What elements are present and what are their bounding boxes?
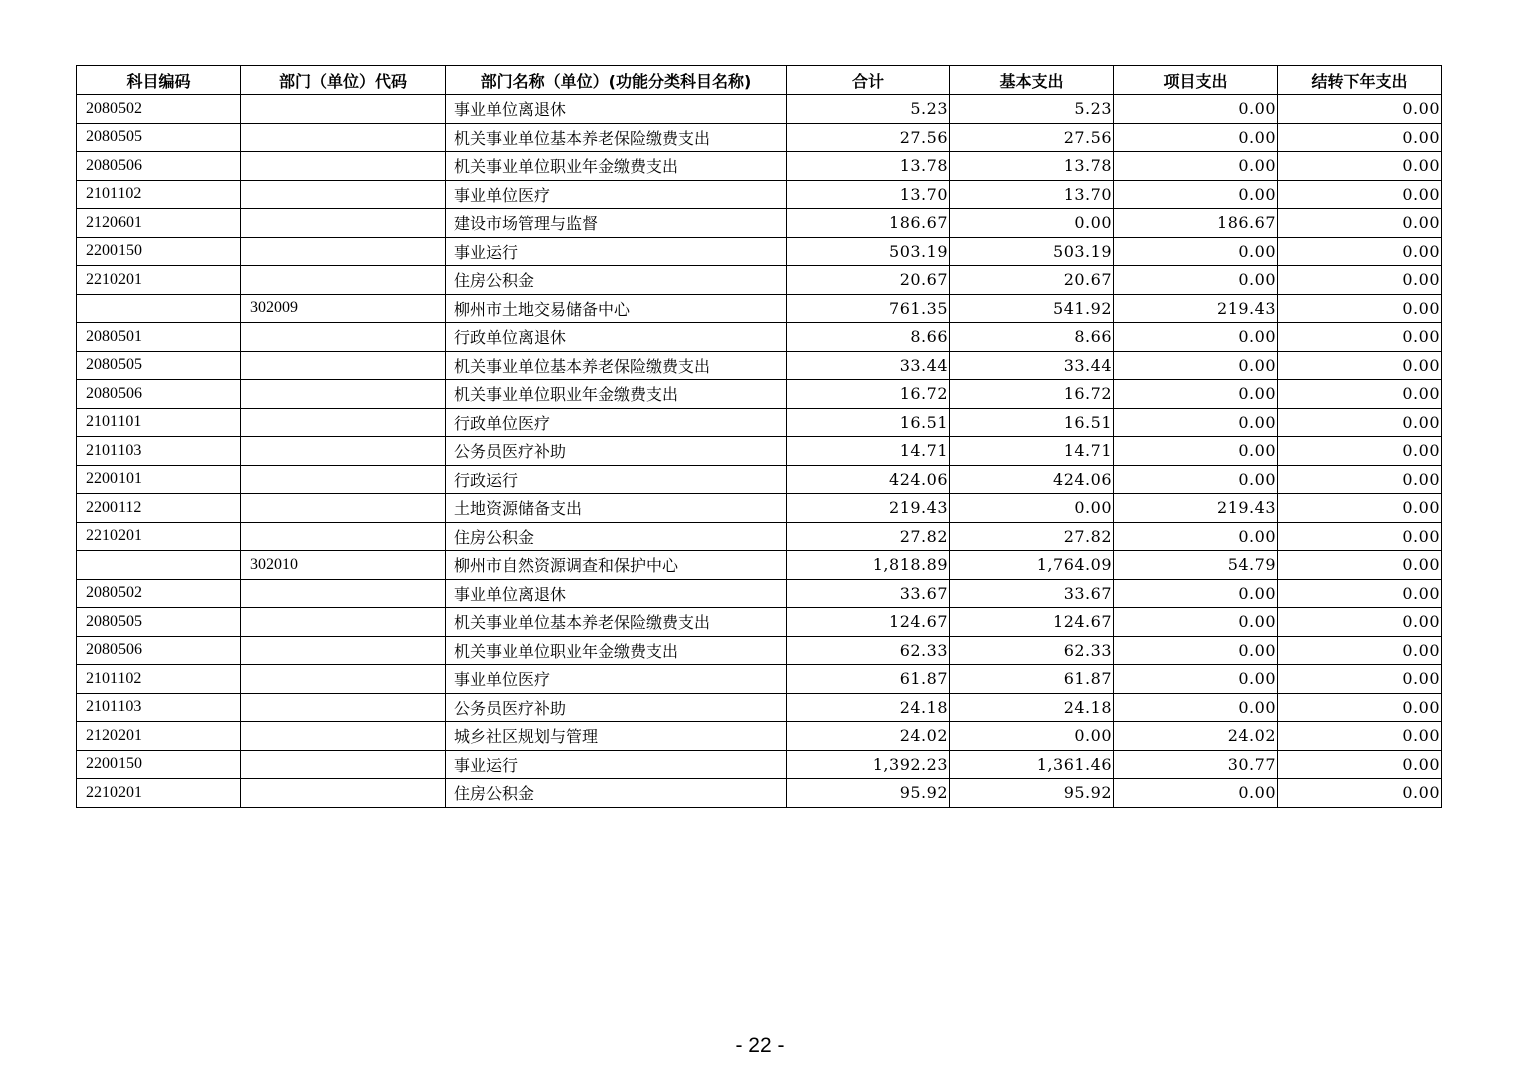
table-row — [77, 608, 1442, 637]
cell-total: 62.33 — [787, 636, 950, 665]
cell-dept-code — [241, 180, 446, 209]
cell-dept-name: 柳州市土地交易储备中心 — [446, 294, 787, 323]
cell-subject-code: 2080506 — [77, 152, 241, 181]
cell-subject-code: 2080505 — [77, 351, 241, 380]
cell-project-expenditure: 54.79 — [1114, 551, 1278, 580]
cell-dept-name: 行政单位离退休 — [446, 323, 787, 352]
cell-dept-code — [241, 152, 446, 181]
cell-total: 5.23 — [787, 95, 950, 124]
cell-project-expenditure: 0.00 — [1114, 693, 1278, 722]
table-row — [77, 380, 1442, 409]
header-basic-expenditure: 基本支出 — [950, 66, 1114, 95]
cell-basic-expenditure: 95.92 — [950, 779, 1114, 808]
cell-project-expenditure: 0.00 — [1114, 237, 1278, 266]
cell-dept-code — [241, 437, 446, 466]
cell-dept-code — [241, 608, 446, 637]
cell-carryover-expenditure: 0.00 — [1278, 693, 1442, 722]
cell-project-expenditure: 0.00 — [1114, 636, 1278, 665]
cell-dept-name: 公务员医疗补助 — [446, 437, 787, 466]
cell-carryover-expenditure: 0.00 — [1278, 209, 1442, 238]
cell-carryover-expenditure: 0.00 — [1278, 323, 1442, 352]
cell-basic-expenditure: 33.67 — [950, 579, 1114, 608]
cell-total: 14.71 — [787, 437, 950, 466]
cell-carryover-expenditure: 0.00 — [1278, 437, 1442, 466]
table-row — [77, 636, 1442, 665]
table-row — [77, 750, 1442, 779]
cell-carryover-expenditure: 0.00 — [1278, 351, 1442, 380]
cell-basic-expenditure: 16.51 — [950, 408, 1114, 437]
cell-dept-code — [241, 522, 446, 551]
cell-dept-code — [241, 494, 446, 523]
cell-carryover-expenditure: 0.00 — [1278, 95, 1442, 124]
cell-project-expenditure: 0.00 — [1114, 266, 1278, 295]
table-header — [77, 66, 1442, 95]
header-dept-code: 部门（单位）代码 — [241, 66, 446, 95]
cell-dept-code — [241, 750, 446, 779]
cell-basic-expenditure: 14.71 — [950, 437, 1114, 466]
header-row — [77, 66, 1442, 95]
cell-subject-code: 2101101 — [77, 408, 241, 437]
page-number: - 22 - — [735, 1034, 785, 1057]
cell-subject-code: 2200112 — [77, 494, 241, 523]
cell-subject-code: 2200150 — [77, 750, 241, 779]
cell-dept-name: 机关事业单位基本养老保险缴费支出 — [446, 351, 787, 380]
cell-project-expenditure: 0.00 — [1114, 152, 1278, 181]
cell-subject-code: 2080502 — [77, 579, 241, 608]
cell-total: 761.35 — [787, 294, 950, 323]
cell-subject-code: 2101102 — [77, 665, 241, 694]
table-row — [77, 351, 1442, 380]
cell-carryover-expenditure: 0.00 — [1278, 408, 1442, 437]
cell-carryover-expenditure: 0.00 — [1278, 636, 1442, 665]
cell-dept-code — [241, 693, 446, 722]
cell-carryover-expenditure: 0.00 — [1278, 380, 1442, 409]
cell-project-expenditure: 24.02 — [1114, 722, 1278, 751]
cell-total: 61.87 — [787, 665, 950, 694]
cell-total: 20.67 — [787, 266, 950, 295]
cell-dept-name: 住房公积金 — [446, 266, 787, 295]
header-dept-name: 部门名称（单位）(功能分类科目名称) — [446, 66, 787, 95]
cell-total: 424.06 — [787, 465, 950, 494]
cell-dept-name: 建设市场管理与监督 — [446, 209, 787, 238]
cell-project-expenditure: 30.77 — [1114, 750, 1278, 779]
cell-project-expenditure: 0.00 — [1114, 323, 1278, 352]
cell-dept-code: 302010 — [241, 551, 446, 580]
cell-total: 186.67 — [787, 209, 950, 238]
cell-dept-code — [241, 722, 446, 751]
cell-subject-code: 2120201 — [77, 722, 241, 751]
cell-dept-code — [241, 408, 446, 437]
cell-dept-code — [241, 123, 446, 152]
cell-subject-code: 2210201 — [77, 266, 241, 295]
cell-carryover-expenditure: 0.00 — [1278, 779, 1442, 808]
cell-basic-expenditure: 27.82 — [950, 522, 1114, 551]
table-row — [77, 266, 1442, 295]
table-row — [77, 95, 1442, 124]
cell-carryover-expenditure: 0.00 — [1278, 294, 1442, 323]
cell-project-expenditure: 0.00 — [1114, 95, 1278, 124]
cell-subject-code — [77, 294, 241, 323]
cell-subject-code: 2080505 — [77, 608, 241, 637]
cell-total: 33.67 — [787, 579, 950, 608]
cell-basic-expenditure: 33.44 — [950, 351, 1114, 380]
cell-dept-name: 事业运行 — [446, 237, 787, 266]
cell-subject-code: 2080506 — [77, 636, 241, 665]
cell-carryover-expenditure: 0.00 — [1278, 180, 1442, 209]
cell-basic-expenditure: 24.18 — [950, 693, 1114, 722]
cell-project-expenditure: 0.00 — [1114, 180, 1278, 209]
cell-basic-expenditure: 13.70 — [950, 180, 1114, 209]
cell-total: 24.02 — [787, 722, 950, 751]
cell-project-expenditure: 186.67 — [1114, 209, 1278, 238]
table-row — [77, 294, 1442, 323]
cell-subject-code: 2120601 — [77, 209, 241, 238]
table-row — [77, 152, 1442, 181]
cell-total: 24.18 — [787, 693, 950, 722]
table-row — [77, 693, 1442, 722]
cell-basic-expenditure: 27.56 — [950, 123, 1114, 152]
cell-dept-code — [241, 465, 446, 494]
cell-total: 13.78 — [787, 152, 950, 181]
cell-project-expenditure: 0.00 — [1114, 779, 1278, 808]
cell-carryover-expenditure: 0.00 — [1278, 750, 1442, 779]
cell-project-expenditure: 0.00 — [1114, 351, 1278, 380]
cell-basic-expenditure: 0.00 — [950, 722, 1114, 751]
table-row — [77, 408, 1442, 437]
header-carryover-expenditure: 结转下年支出 — [1278, 66, 1442, 95]
cell-subject-code: 2200150 — [77, 237, 241, 266]
cell-total: 8.66 — [787, 323, 950, 352]
table-row — [77, 494, 1442, 523]
cell-total: 16.51 — [787, 408, 950, 437]
header-project-expenditure: 项目支出 — [1114, 66, 1278, 95]
cell-total: 1,392.23 — [787, 750, 950, 779]
cell-carryover-expenditure: 0.00 — [1278, 665, 1442, 694]
cell-project-expenditure: 0.00 — [1114, 665, 1278, 694]
cell-dept-name: 机关事业单位职业年金缴费支出 — [446, 380, 787, 409]
cell-basic-expenditure: 1,764.09 — [950, 551, 1114, 580]
cell-project-expenditure: 0.00 — [1114, 608, 1278, 637]
table-row — [77, 465, 1442, 494]
cell-dept-code — [241, 665, 446, 694]
cell-project-expenditure: 0.00 — [1114, 123, 1278, 152]
cell-dept-code — [241, 209, 446, 238]
cell-carryover-expenditure: 0.00 — [1278, 123, 1442, 152]
cell-dept-name: 公务员医疗补助 — [446, 693, 787, 722]
cell-project-expenditure: 0.00 — [1114, 579, 1278, 608]
table-row — [77, 551, 1442, 580]
cell-basic-expenditure: 124.67 — [950, 608, 1114, 637]
cell-total: 33.44 — [787, 351, 950, 380]
cell-basic-expenditure: 503.19 — [950, 237, 1114, 266]
table-row — [77, 323, 1442, 352]
cell-dept-name: 机关事业单位基本养老保险缴费支出 — [446, 123, 787, 152]
cell-dept-name: 住房公积金 — [446, 522, 787, 551]
cell-project-expenditure: 0.00 — [1114, 437, 1278, 466]
cell-subject-code — [77, 551, 241, 580]
cell-carryover-expenditure: 0.00 — [1278, 608, 1442, 637]
cell-subject-code: 2080506 — [77, 380, 241, 409]
cell-dept-code — [241, 95, 446, 124]
cell-basic-expenditure: 61.87 — [950, 665, 1114, 694]
cell-dept-code — [241, 636, 446, 665]
cell-dept-code — [241, 237, 446, 266]
cell-dept-name: 事业单位医疗 — [446, 180, 787, 209]
cell-basic-expenditure: 0.00 — [950, 209, 1114, 238]
table-row — [77, 437, 1442, 466]
table-row — [77, 779, 1442, 808]
cell-subject-code: 2080505 — [77, 123, 241, 152]
cell-project-expenditure: 219.43 — [1114, 294, 1278, 323]
cell-dept-code — [241, 323, 446, 352]
cell-basic-expenditure: 1,361.46 — [950, 750, 1114, 779]
table-row — [77, 209, 1442, 238]
cell-dept-code — [241, 351, 446, 380]
cell-subject-code: 2210201 — [77, 522, 241, 551]
cell-dept-name: 事业运行 — [446, 750, 787, 779]
cell-subject-code: 2200101 — [77, 465, 241, 494]
table-row — [77, 237, 1442, 266]
cell-basic-expenditure: 541.92 — [950, 294, 1114, 323]
table-body — [77, 95, 1442, 808]
cell-carryover-expenditure: 0.00 — [1278, 152, 1442, 181]
cell-basic-expenditure: 13.78 — [950, 152, 1114, 181]
cell-subject-code: 2080501 — [77, 323, 241, 352]
table-row — [77, 722, 1442, 751]
cell-basic-expenditure: 16.72 — [950, 380, 1114, 409]
cell-total: 95.92 — [787, 779, 950, 808]
table-row — [77, 665, 1442, 694]
cell-dept-name: 机关事业单位基本养老保险缴费支出 — [446, 608, 787, 637]
cell-basic-expenditure: 424.06 — [950, 465, 1114, 494]
cell-carryover-expenditure: 0.00 — [1278, 551, 1442, 580]
cell-dept-name: 行政运行 — [446, 465, 787, 494]
table-row — [77, 123, 1442, 152]
cell-total: 27.82 — [787, 522, 950, 551]
cell-dept-code — [241, 579, 446, 608]
cell-dept-name: 城乡社区规划与管理 — [446, 722, 787, 751]
cell-total: 124.67 — [787, 608, 950, 637]
cell-subject-code: 2210201 — [77, 779, 241, 808]
table-row — [77, 180, 1442, 209]
cell-project-expenditure: 0.00 — [1114, 408, 1278, 437]
cell-project-expenditure: 219.43 — [1114, 494, 1278, 523]
cell-basic-expenditure: 62.33 — [950, 636, 1114, 665]
cell-basic-expenditure: 8.66 — [950, 323, 1114, 352]
table-row — [77, 579, 1442, 608]
budget-table — [76, 65, 1442, 808]
cell-dept-name: 行政单位医疗 — [446, 408, 787, 437]
cell-dept-name: 事业单位离退休 — [446, 95, 787, 124]
cell-project-expenditure: 0.00 — [1114, 380, 1278, 409]
cell-basic-expenditure: 20.67 — [950, 266, 1114, 295]
cell-carryover-expenditure: 0.00 — [1278, 522, 1442, 551]
cell-subject-code: 2101103 — [77, 437, 241, 466]
table-row — [77, 522, 1442, 551]
cell-project-expenditure: 0.00 — [1114, 465, 1278, 494]
cell-subject-code: 2101103 — [77, 693, 241, 722]
cell-total: 1,818.89 — [787, 551, 950, 580]
cell-basic-expenditure: 5.23 — [950, 95, 1114, 124]
cell-dept-name: 机关事业单位职业年金缴费支出 — [446, 636, 787, 665]
cell-carryover-expenditure: 0.00 — [1278, 579, 1442, 608]
cell-carryover-expenditure: 0.00 — [1278, 722, 1442, 751]
cell-dept-name: 土地资源储备支出 — [446, 494, 787, 523]
cell-carryover-expenditure: 0.00 — [1278, 266, 1442, 295]
cell-basic-expenditure: 0.00 — [950, 494, 1114, 523]
header-total: 合计 — [787, 66, 950, 95]
cell-carryover-expenditure: 0.00 — [1278, 465, 1442, 494]
cell-total: 13.70 — [787, 180, 950, 209]
cell-carryover-expenditure: 0.00 — [1278, 494, 1442, 523]
header-subject-code: 科目编码 — [77, 66, 241, 95]
cell-total: 16.72 — [787, 380, 950, 409]
cell-dept-name: 住房公积金 — [446, 779, 787, 808]
cell-subject-code: 2101102 — [77, 180, 241, 209]
cell-total: 219.43 — [787, 494, 950, 523]
cell-total: 503.19 — [787, 237, 950, 266]
cell-dept-name: 事业单位离退休 — [446, 579, 787, 608]
cell-subject-code: 2080502 — [77, 95, 241, 124]
cell-dept-name: 机关事业单位职业年金缴费支出 — [446, 152, 787, 181]
cell-dept-code — [241, 779, 446, 808]
cell-dept-name: 事业单位医疗 — [446, 665, 787, 694]
cell-project-expenditure: 0.00 — [1114, 522, 1278, 551]
cell-carryover-expenditure: 0.00 — [1278, 237, 1442, 266]
cell-dept-code: 302009 — [241, 294, 446, 323]
cell-dept-code — [241, 380, 446, 409]
cell-dept-code — [241, 266, 446, 295]
cell-total: 27.56 — [787, 123, 950, 152]
cell-dept-name: 柳州市自然资源调查和保护中心 — [446, 551, 787, 580]
